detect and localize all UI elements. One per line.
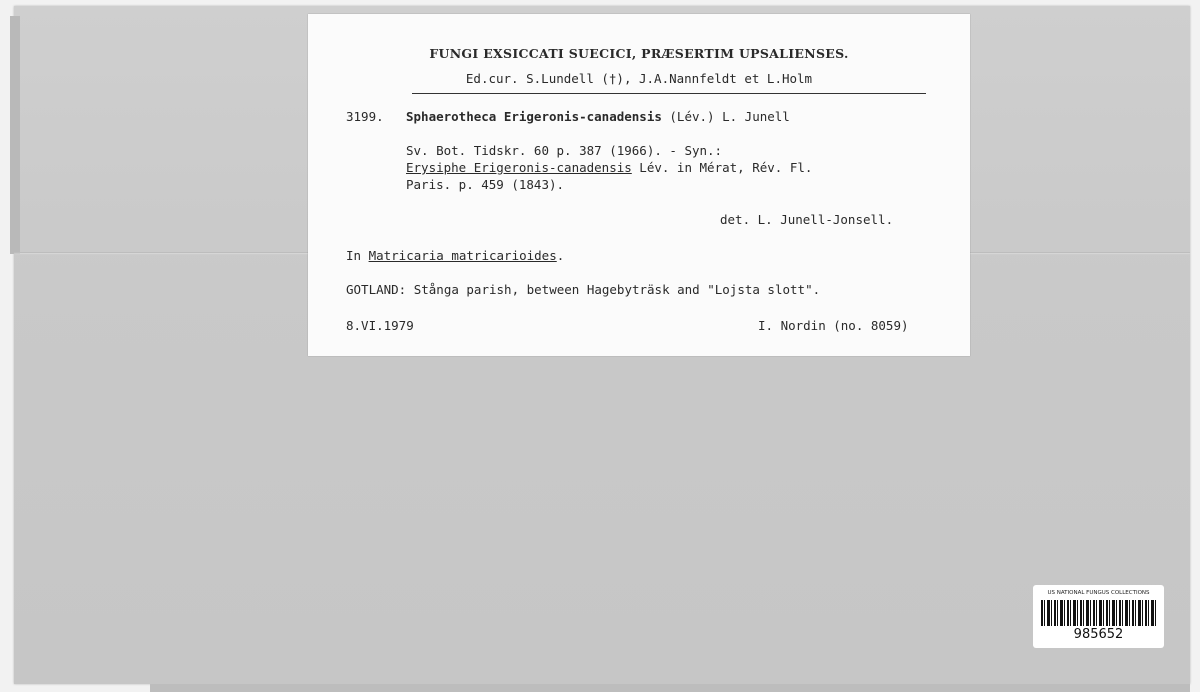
label-series-title: FUNGI EXSICCATI SUECICI, PRÆSERTIM UPSALIENSES. (429, 46, 849, 61)
host-line (346, 248, 564, 263)
taxon-name: Sphaerotheca Erigeronis-canadensis (406, 109, 662, 124)
reference-line-3: Paris. p. 459 (1843). (406, 177, 565, 192)
determiner: det. L. Junell-Jonsell. (720, 212, 894, 227)
collector: I. Nordin (no. 8059) (758, 318, 909, 333)
collection-date: 8.VI.1979 (346, 318, 414, 333)
label-editors: Ed.cur. S.Lundell (†), J.A.Nannfeldt et L.Holm (465, 71, 813, 86)
host-name: Matricaria matricarioides (368, 248, 557, 263)
synonym-name: Erysiphe Erigeronis-canadensis (406, 160, 632, 175)
folder-flap-edge (10, 16, 20, 254)
reference-line-2 (406, 160, 812, 175)
taxon-line (406, 109, 790, 124)
label-header-rule (412, 93, 926, 94)
barcode-institution: US NATIONAL FUNGUS COLLECTIONS (1047, 590, 1150, 596)
taxon-author: (Lév.) L. Junell (669, 109, 790, 124)
specimen-label (308, 14, 970, 356)
exsiccata-number: 3199. (346, 109, 384, 124)
locality: GOTLAND: Stånga parish, between Hagebyträsk and "Lojsta slott". (346, 282, 821, 297)
sheet-bottom-edge (150, 684, 1190, 692)
barcode-label (1033, 585, 1164, 648)
reference-line-1: Sv. Bot. Tidskr. 60 p. 387 (1966). - Syn.: (406, 143, 723, 158)
barcode-icon (1041, 600, 1157, 626)
host-prefix: In (346, 248, 369, 263)
host-suffix: . (556, 248, 565, 263)
barcode-number: 985652 (1073, 627, 1124, 642)
synonym-authority: Lév. in Mérat, Rév. Fl. (631, 160, 813, 175)
